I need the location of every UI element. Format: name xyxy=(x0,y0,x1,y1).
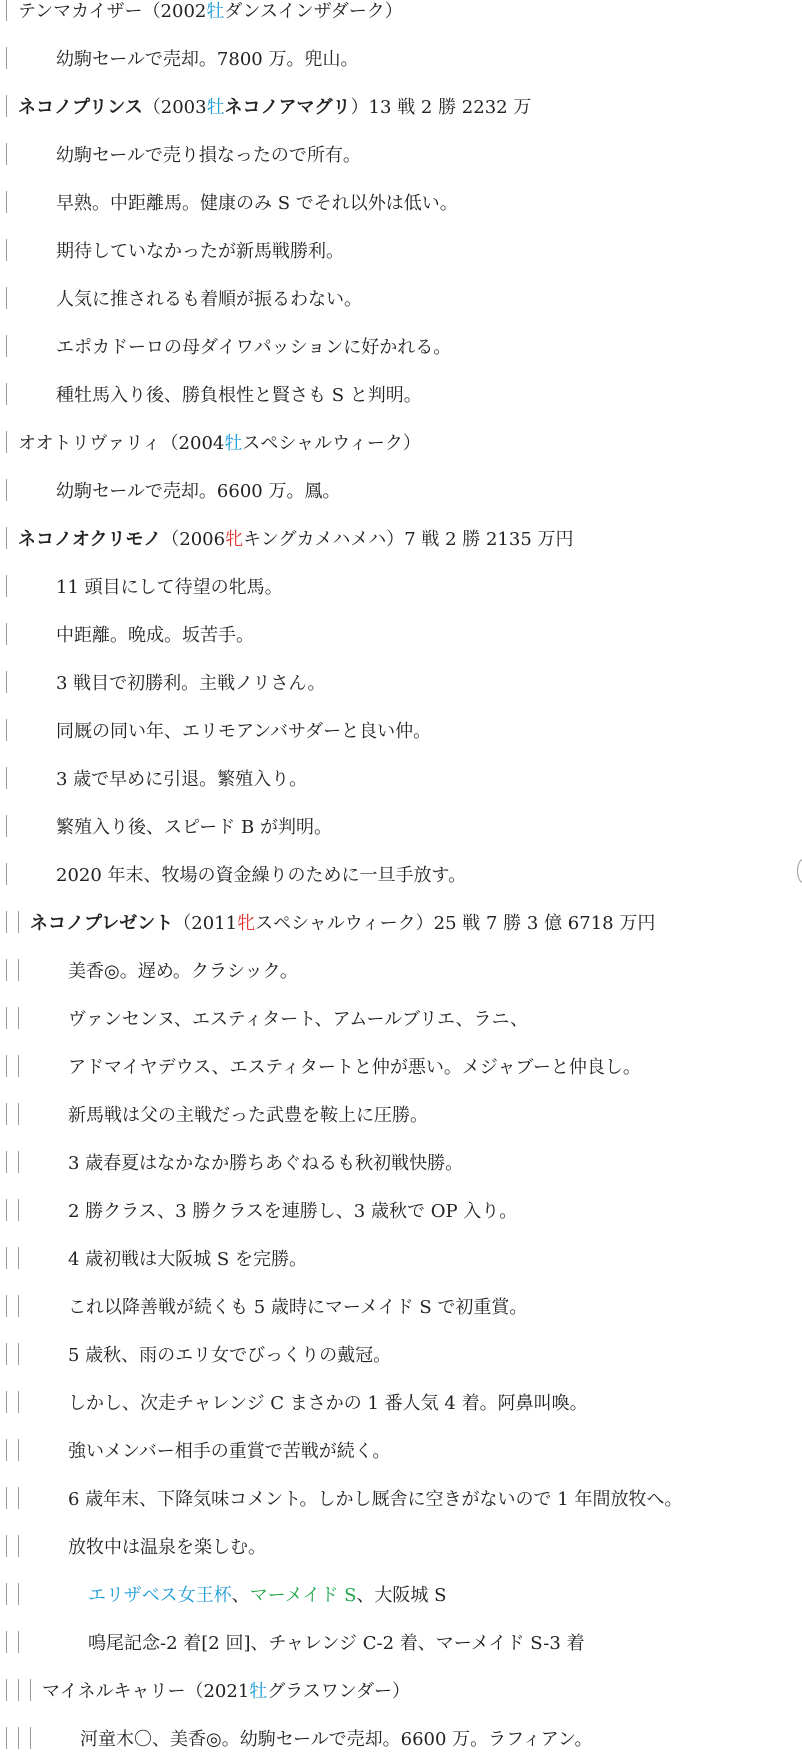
note-text: ヴァンセンヌ、エスティタート、アムールブリエ、ラニ、 xyxy=(68,1009,529,1030)
horse-name: マイネルキャリー xyxy=(42,1681,186,1702)
indent-guide xyxy=(6,1295,7,1317)
indent-guide xyxy=(6,1007,7,1029)
indent-guide xyxy=(6,1151,7,1173)
horse-entry-header xyxy=(0,898,655,946)
indent-guide xyxy=(18,1679,19,1701)
indent-guide xyxy=(18,1631,19,1653)
horse-sire: グラスワンダー） xyxy=(267,1681,411,1702)
note-text: 5 歳秋、雨のエリ女でびっくりの戴冠。 xyxy=(68,1345,392,1366)
indent-guide xyxy=(6,1535,7,1557)
note-line xyxy=(0,850,466,898)
indent-guide xyxy=(6,671,7,693)
note-text: 鳴尾記念-2 着[2 回]、チャレンジ C-2 着、マーメイド S-3 着 xyxy=(88,1633,585,1654)
indent-guide xyxy=(6,335,7,357)
indent-guide xyxy=(6,959,7,981)
indent-guide xyxy=(6,431,7,453)
note-line xyxy=(0,1330,391,1378)
indent-guide xyxy=(6,1103,7,1125)
indent-guide xyxy=(6,383,7,405)
horse-entry-header xyxy=(0,1666,410,1714)
indent-guide xyxy=(18,1007,19,1029)
note-line xyxy=(0,562,283,610)
indent-guide xyxy=(18,1151,19,1173)
indent-guide xyxy=(6,1583,7,1605)
note-line xyxy=(0,226,344,274)
horse-sex: 牡 xyxy=(206,97,225,118)
note-text: 繁殖入り後、スピード B が判明。 xyxy=(56,817,332,838)
note-line xyxy=(0,1474,682,1522)
note-line xyxy=(0,274,362,322)
indent-guide xyxy=(6,0,7,21)
indent-guide xyxy=(6,1439,7,1461)
note-text: 同厩の同い年、エリモアンバサダーと良い仲。 xyxy=(56,721,432,742)
note-line xyxy=(0,322,451,370)
note-line xyxy=(0,466,340,514)
indent-guide xyxy=(6,863,7,885)
note-line xyxy=(0,1522,266,1570)
g3-race-name: マーメイド S xyxy=(249,1585,357,1606)
note-line xyxy=(0,706,431,754)
indent-guide xyxy=(18,1583,19,1605)
note-line xyxy=(0,1378,588,1426)
indent-guide xyxy=(6,1727,7,1749)
note-text: 11 頭目にして待望の牝馬。 xyxy=(56,577,283,598)
note-text: エポカドーロの母ダイワパッションに好かれる。 xyxy=(56,337,452,358)
horse-name: テンマカイザー xyxy=(18,1,143,22)
note-text: 4 歳初戦は大阪城 S を完勝。 xyxy=(68,1249,307,1270)
horse-info-open: （2004 xyxy=(160,433,225,454)
indent-guide xyxy=(18,1439,19,1461)
note-line xyxy=(0,802,332,850)
note-text: 早熟。中距離馬。健康のみ S でそれ以外は低い。 xyxy=(56,193,458,214)
horse-entry-header xyxy=(0,418,421,466)
horse-entry-header xyxy=(0,82,531,130)
indent-guide xyxy=(30,1679,31,1701)
indent-guide xyxy=(6,719,7,741)
note-line xyxy=(0,1042,641,1090)
scroll-edge-marker[interactable] xyxy=(797,859,802,883)
indent-guide xyxy=(18,1247,19,1269)
indent-guide xyxy=(6,623,7,645)
indent-guide xyxy=(18,1727,19,1749)
horse-name: ネコノプレゼント xyxy=(30,913,174,934)
horse-sex: 牡 xyxy=(206,1,225,22)
indent-guide xyxy=(6,767,7,789)
note-text: これ以降善戦が続くも 5 歳時にマーメイド S で初重賞。 xyxy=(68,1297,528,1318)
note-text: 幼駒セールで売却。7800 万。兜山。 xyxy=(56,49,359,70)
horse-info-open: （2006 xyxy=(161,529,226,550)
note-text: 2 勝クラス、3 勝クラスを連勝し、3 歳秋で OP 入り。 xyxy=(68,1201,518,1222)
indent-guide xyxy=(6,47,7,69)
horse-name: オオトリヴァリィ xyxy=(18,433,161,454)
indent-guide xyxy=(6,1199,7,1221)
note-text: 期待していなかったが新馬戦勝利。 xyxy=(56,241,344,262)
note-line xyxy=(0,130,361,178)
note-line xyxy=(0,34,358,82)
horse-sire: ネコノアマグリ xyxy=(224,97,351,118)
horse-sex: 牡 xyxy=(224,433,243,454)
note-text: アドマイヤデウス、エスティタートと仲が悪い。メジャブーと仲良し。 xyxy=(68,1057,641,1078)
note-line xyxy=(0,610,254,658)
indent-guide xyxy=(6,143,7,165)
note-text: 3 歳で早めに引退。繁殖入り。 xyxy=(56,769,308,790)
note-line xyxy=(0,994,528,1042)
race-wins-line xyxy=(0,1570,447,1618)
note-line xyxy=(0,1714,593,1762)
note-line xyxy=(0,370,422,418)
indent-guide xyxy=(18,1295,19,1317)
indent-guide xyxy=(6,1055,7,1077)
note-text: 放牧中は温泉を楽しむ。 xyxy=(68,1537,266,1558)
note-line xyxy=(0,1090,428,1138)
indent-guide xyxy=(18,1055,19,1077)
indent-guide xyxy=(6,575,7,597)
horse-info-open: （2002 xyxy=(142,1,207,22)
indent-guide xyxy=(30,1727,31,1749)
note-text: 3 歳春夏はなかなか勝ちあぐねるも秋初戦快勝。 xyxy=(68,1153,464,1174)
note-line xyxy=(0,754,307,802)
indent-guide xyxy=(6,479,7,501)
indent-guide xyxy=(18,911,19,933)
horse-sire: ダンスインザダーク） xyxy=(224,1,403,22)
indent-guide xyxy=(18,1487,19,1509)
note-text: 中距離。晩成。坂苦手。 xyxy=(56,625,254,646)
horse-info-open: （2003 xyxy=(142,97,207,118)
note-line xyxy=(0,658,326,706)
horse-sire: スペシャルウィーク） xyxy=(242,433,421,454)
indent-guide xyxy=(6,527,7,549)
race-rest: 、大阪城 S xyxy=(356,1585,447,1606)
note-text: 美香◎。遅め。クラシック。 xyxy=(68,961,298,982)
horse-name: ネコノオクリモノ xyxy=(18,529,162,550)
indent-guide xyxy=(6,1631,7,1653)
note-text: 2020 年末、牧場の資金繰りのために一旦手放す。 xyxy=(56,865,467,886)
horse-sex: 牝 xyxy=(237,913,256,934)
note-line xyxy=(0,946,298,994)
indent-guide xyxy=(6,191,7,213)
note-text: 幼駒セールで売却。6600 万。鳳。 xyxy=(56,481,341,502)
separator: 、 xyxy=(231,1585,250,1606)
horse-entry-header xyxy=(0,514,574,562)
horse-info-open: （2021 xyxy=(185,1681,250,1702)
indent-guide xyxy=(18,1535,19,1557)
note-line xyxy=(0,1426,390,1474)
indent-guide xyxy=(6,239,7,261)
indent-guide xyxy=(18,1343,19,1365)
note-text: 新馬戦は父の主戦だった武豊を鞍上に圧勝。 xyxy=(68,1105,428,1126)
horse-sex: 牝 xyxy=(225,529,244,550)
g1-race-name: エリザベス女王杯 xyxy=(88,1585,232,1606)
indent-guide xyxy=(6,1391,7,1413)
horse-record: ）13 戦 2 勝 2232 万 xyxy=(350,97,532,118)
indent-guide xyxy=(18,959,19,981)
note-line xyxy=(0,1186,517,1234)
note-text: 河童木〇、美香◎。幼駒セールで売却。6600 万。ラフィアン。 xyxy=(80,1729,593,1750)
horse-info-open: （2011 xyxy=(173,913,238,934)
note-text: 人気に推されるも着順が振るわない。 xyxy=(56,289,362,310)
note-text: 種牡馬入り後、勝負根性と賢さも S と判明。 xyxy=(56,385,422,406)
indent-guide xyxy=(6,1679,7,1701)
note-text: 強いメンバー相手の重賞で苦戦が続く。 xyxy=(68,1441,391,1462)
horse-sex: 牡 xyxy=(249,1681,268,1702)
indent-guide xyxy=(6,911,7,933)
note-text: 6 歳年末、下降気味コメント。しかし厩舎に空きがないので 1 年間放牧へ。 xyxy=(68,1489,683,1510)
note-line xyxy=(0,178,458,226)
note-line xyxy=(0,1138,463,1186)
horse-name: ネコノプリンス xyxy=(18,97,143,118)
race-places-line xyxy=(0,1618,585,1666)
indent-guide xyxy=(6,1247,7,1269)
indent-guide xyxy=(6,1487,7,1509)
note-text: しかし、次走チャレンジ C まさかの 1 番人気 4 着。阿鼻叫喚。 xyxy=(68,1393,588,1414)
note-line xyxy=(0,1282,527,1330)
note-text: 3 戦目で初勝利。主戦ノリさん。 xyxy=(56,673,326,694)
indent-guide xyxy=(6,1343,7,1365)
horse-sire: キングカメハメハ）7 戦 2 勝 2135 万円 xyxy=(243,529,574,550)
note-line xyxy=(0,1234,307,1282)
indent-guide xyxy=(18,1103,19,1125)
indent-guide xyxy=(6,287,7,309)
horse-sire: スペシャルウィーク）25 戦 7 勝 3 億 6718 万円 xyxy=(255,913,656,934)
horse-entry-header xyxy=(0,0,403,34)
indent-guide xyxy=(18,1391,19,1413)
indent-guide xyxy=(6,95,7,117)
indent-guide xyxy=(6,815,7,837)
indent-guide xyxy=(18,1199,19,1221)
note-text: 幼駒セールで売り損なったので所有。 xyxy=(56,145,361,166)
